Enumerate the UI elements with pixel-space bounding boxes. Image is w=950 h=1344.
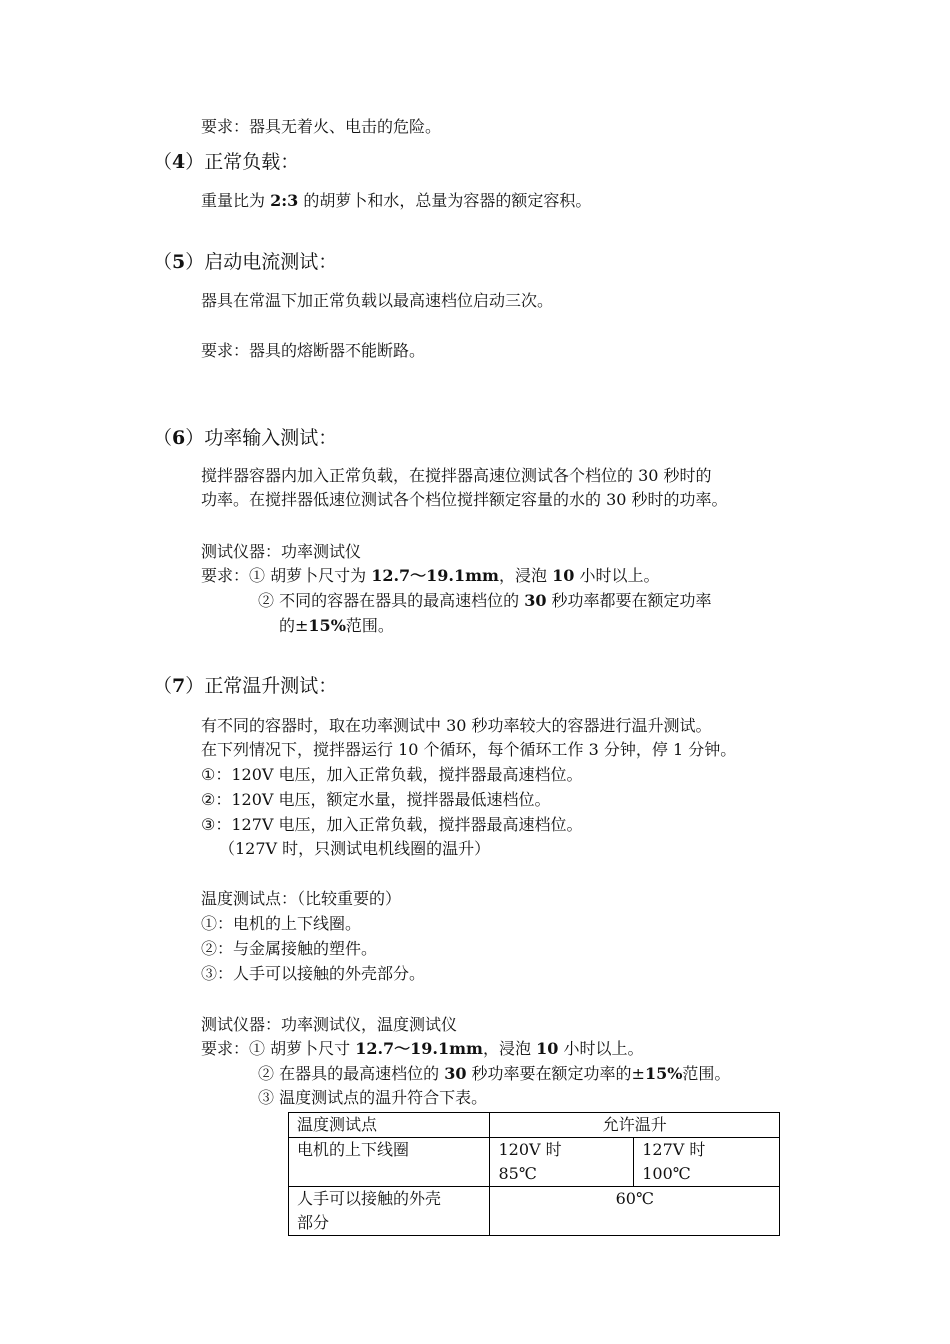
s7-points-title: 温度测试点：（比较重要的） <box>201 889 402 908</box>
s5-title: 启动电流测试： <box>204 251 338 273</box>
table-row <box>289 1187 780 1236</box>
s6-instrument: 测试仪器：功率测试仪 <box>201 542 362 561</box>
s7-condition-3: ③：127V 电压，加入正常负载，搅拌器最高速档位。 <box>201 815 583 834</box>
s7-heading: （7）正常温升测试： <box>153 675 338 697</box>
table-cell-127v: 127V 时 100℃ <box>634 1138 780 1187</box>
s6-requirement-1: 要求：① 胡萝卜尺寸为 12.7～19.1mm，浸泡 10 小时以上。 <box>201 566 660 585</box>
s7-number: 7 <box>172 675 186 697</box>
s7-requirement-1: 要求：① 胡萝卜尺寸 12.7～19.1mm，浸泡 10 小时以上。 <box>201 1039 644 1058</box>
s7-condition-1: ①：120V 电压，加入正常负载，搅拌器最高速档位。 <box>201 765 583 784</box>
s7-condition-2: ②：120V 电压，额定水量，搅拌器最低速档位。 <box>201 790 551 809</box>
s7-paragraph-2: 在下列情况下，搅拌器运行 10 个循环，每个循环工作 3 分钟，停 1 分钟。 <box>201 740 737 759</box>
s6-paragraph-1: 搅拌器容器内加入正常负载，在搅拌器高速位测试各个档位的 30 秒时的 <box>201 466 712 485</box>
table-header-allowed: 允许温升 <box>490 1113 780 1138</box>
s7-requirement-3: ③ 温度测试点的温升符合下表。 <box>258 1088 488 1107</box>
s7-instrument: 测试仪器：功率测试仪，温度测试仪 <box>201 1015 458 1034</box>
table-header-row <box>289 1113 780 1138</box>
temperature-rise-table <box>288 1112 780 1236</box>
s7-requirement-2: ② 在器具的最高速档位的 30 秒功率要在额定功率的±15%范围。 <box>258 1064 731 1083</box>
s4-heading: （4）正常负载： <box>153 151 300 173</box>
s7-paragraph-1: 有不同的容器时，取在功率测试中 30 秒功率较大的容器进行温升测试。 <box>201 716 712 735</box>
s7-title: 正常温升测试： <box>204 675 338 697</box>
s4-paragraph: 重量比为 2:3 的胡萝卜和水，总量为容器的额定容积。 <box>201 191 592 210</box>
s4-number: 4 <box>172 151 186 173</box>
s6-heading: （6）功率输入测试： <box>153 427 338 449</box>
s5-heading: （5）启动电流测试： <box>153 251 338 273</box>
s5-number: 5 <box>172 251 186 273</box>
s3-requirement: 要求：器具无着火、电击的危险。 <box>201 117 442 136</box>
s6-number: 6 <box>172 427 186 449</box>
table-cell-temp: 60℃ <box>490 1187 780 1236</box>
table-row <box>289 1138 780 1187</box>
s7-point-2: ②：与金属接触的塑件。 <box>201 939 378 958</box>
s7-point-1: ①：电机的上下线圈。 <box>201 914 362 933</box>
table-cell-point: 电机的上下线圈 <box>289 1138 490 1187</box>
s5-paragraph-2: 要求：器具的熔断器不能断路。 <box>201 341 426 360</box>
table-cell-120v: 120V 时 85℃ <box>490 1138 634 1187</box>
s6-requirement-2-cont: 的±15%范围。 <box>279 616 394 635</box>
table-header-point: 温度测试点 <box>289 1113 490 1138</box>
table-cell-point: 人手可以接触的外壳 部分 <box>289 1187 490 1236</box>
s6-requirement-2: ② 不同的容器在器具的最高速档位的 30 秒功率都要在额定功率 <box>258 591 712 610</box>
s7-point-3: ③：人手可以接触的外壳部分。 <box>201 964 426 983</box>
s6-paragraph-2: 功率。在搅拌器低速位测试各个档位搅拌额定容量的水的 30 秒时的功率。 <box>201 490 728 509</box>
s7-condition-note: （127V 时，只测试电机线圈的温升） <box>219 839 491 858</box>
s4-title: 正常负载： <box>204 151 300 173</box>
s5-paragraph-1: 器具在常温下加正常负载以最高速档位启动三次。 <box>201 291 554 310</box>
s6-title: 功率输入测试： <box>204 427 338 449</box>
